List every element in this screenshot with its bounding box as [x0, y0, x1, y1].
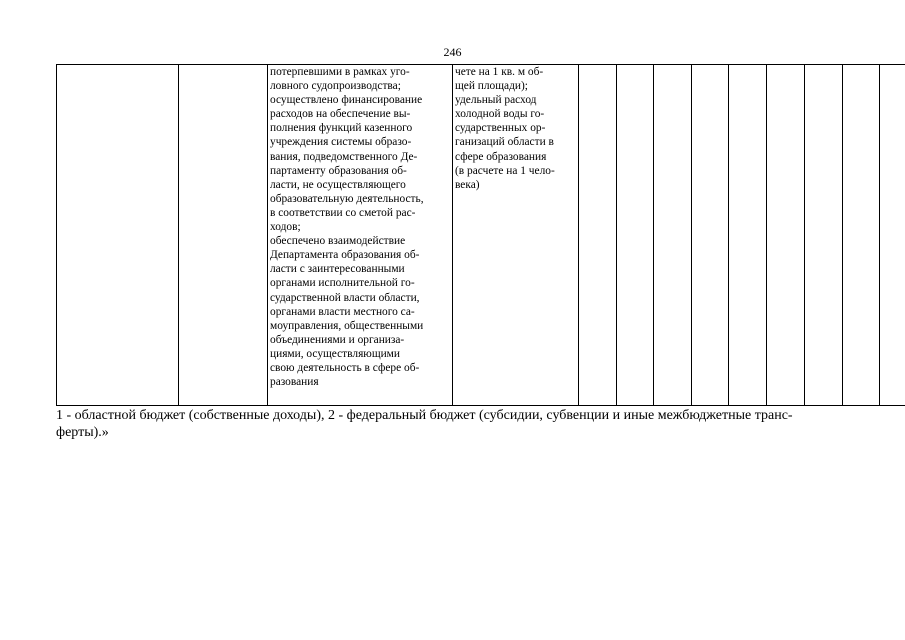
table-row [57, 65, 905, 406]
table-cell-value [805, 65, 843, 406]
table-cell-results [268, 65, 453, 406]
cell-text-line: полнения функций казенного [270, 122, 413, 135]
cell-text-line: органами исполнительной го- [270, 277, 415, 290]
footnote-line: 1 - областной бюджет (собственные доходы), 2 - федеральный бюджет (субсидии, субвенции и иные межбюджетные транс- [56, 408, 793, 423]
cell-text-line: щей площади); [455, 80, 528, 93]
cell-text-line: ласти с заинтересованными [270, 263, 405, 276]
footnote-line: ферты).» [56, 425, 109, 440]
table-cell-value [843, 65, 880, 406]
cell-text-line: (в расчете на 1 чело- [455, 164, 555, 177]
cell-text-line: разования [270, 376, 319, 389]
table-cell-value [579, 65, 617, 406]
cell-text-line: образовательную деятельность, [270, 192, 424, 205]
table-cell-value [654, 65, 692, 406]
cell-text-line: партаменту образования об- [270, 164, 407, 177]
footnote [56, 407, 886, 441]
results-text [270, 65, 450, 389]
cell-text-line: сударственной власти области, [270, 291, 420, 304]
cell-text-line: века) [455, 178, 480, 191]
cell-text-line: ходов; [270, 221, 301, 234]
cell-text-line: чете на 1 кв. м об- [455, 66, 544, 78]
table-cell-number [57, 65, 179, 406]
cell-text-line: удельный расход [455, 94, 537, 107]
cell-text-line: расходов на обеспечение вы- [270, 108, 411, 121]
cell-text-line: в соответствии со сметой рас- [270, 206, 416, 219]
cell-text-line: вания, подведомственного Де- [270, 150, 418, 163]
cell-text-line: сударственных ор- [455, 122, 546, 135]
cell-text-line: моуправления, общественными [270, 319, 424, 332]
table-cell-indicators [453, 65, 579, 406]
cell-text-line: органами власти местного са- [270, 305, 415, 318]
cell-text-line: объединениями и организа- [270, 333, 405, 346]
cell-text-line: циями, осуществляющими [270, 347, 400, 360]
program-table [56, 64, 905, 406]
cell-text-line: осуществлено финансирование [270, 94, 423, 107]
page-number: 246 [443, 45, 462, 59]
cell-text-line: потерпевшими в рамках уго- [270, 66, 410, 78]
cell-text-line: свою деятельность в сфере об- [270, 361, 420, 374]
cell-text-line: обеспечено взаимодействие [270, 235, 406, 248]
table-cell-value [729, 65, 767, 406]
table-cell-value [617, 65, 654, 406]
table-cell-value [767, 65, 805, 406]
cell-text-line: ласти, не осуществляющего [270, 178, 406, 191]
cell-text-line: учреждения системы образо- [270, 136, 412, 149]
cell-text-line: сфере образования [455, 150, 547, 163]
table-cell-task [179, 65, 268, 406]
cell-text-line: ганизаций области в [455, 136, 554, 149]
cell-text-line: холодной воды го- [455, 108, 545, 121]
indicators-text [455, 65, 576, 192]
cell-text-line: ловного судопроизводства; [270, 80, 401, 93]
cell-text-line: Департамента образования об- [270, 249, 420, 262]
table-cell-value [692, 65, 729, 406]
table-cell-value [880, 65, 905, 406]
